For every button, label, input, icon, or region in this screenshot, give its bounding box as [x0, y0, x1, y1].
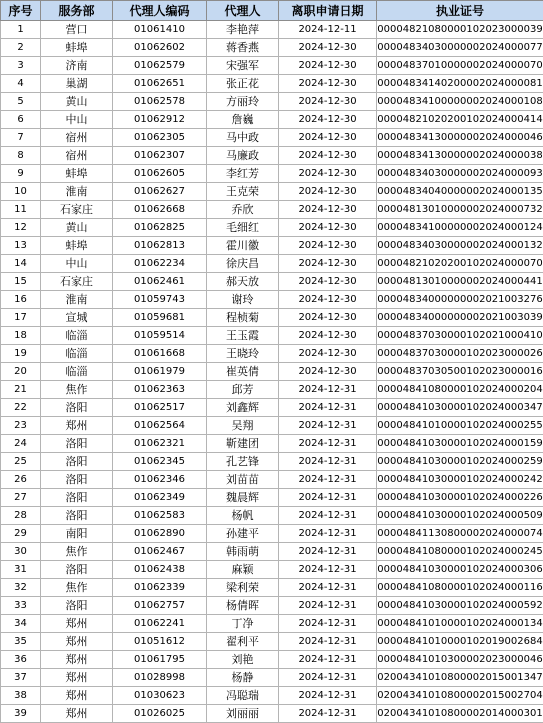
cell-license-no: 00004841080000102024000245 — [377, 543, 543, 561]
cell-agent-name: 杨帆 — [207, 507, 279, 525]
cell-license-no: 00004834030000002024000093 — [377, 165, 543, 183]
cell-license-no: 02004341010800002014000301 — [377, 705, 543, 723]
cell-service-dept: 洛阳 — [41, 471, 113, 489]
cell-agent-name: 霍川徽 — [207, 237, 279, 255]
cell-resign-date: 2024-12-30 — [279, 111, 377, 129]
cell-agent-code: 01062579 — [113, 57, 207, 75]
table-row — [1, 669, 543, 687]
cell-license-no: 00004841030000102024000242 — [377, 471, 543, 489]
cell-service-dept: 济南 — [41, 57, 113, 75]
cell-resign-date: 2024-12-30 — [279, 39, 377, 57]
cell-service-dept: 焦作 — [41, 381, 113, 399]
cell-index: 31 — [1, 561, 41, 579]
cell-agent-code: 01062757 — [113, 597, 207, 615]
cell-license-no: 00004841030000102024000592 — [377, 597, 543, 615]
cell-agent-code: 01061410 — [113, 21, 207, 39]
cell-agent-code: 01051612 — [113, 633, 207, 651]
cell-agent-code: 01028998 — [113, 669, 207, 687]
cell-index: 1 — [1, 21, 41, 39]
table-row — [1, 705, 543, 723]
cell-license-no: 00004841010300002023000046 — [377, 651, 543, 669]
cell-service-dept: 洛阳 — [41, 507, 113, 525]
cell-index: 24 — [1, 435, 41, 453]
cell-index: 21 — [1, 381, 41, 399]
table-row — [1, 21, 543, 39]
cell-index: 7 — [1, 129, 41, 147]
cell-agent-name: 王玉霞 — [207, 327, 279, 345]
cell-index: 22 — [1, 399, 41, 417]
cell-service-dept: 宿州 — [41, 129, 113, 147]
cell-license-no: 00004834000000002021003276 — [377, 291, 543, 309]
cell-resign-date: 2024-12-31 — [279, 543, 377, 561]
cell-license-no: 00004813010000002024000732 — [377, 201, 543, 219]
table-row — [1, 435, 543, 453]
cell-agent-code: 01062467 — [113, 543, 207, 561]
cell-agent-name: 宋强军 — [207, 57, 279, 75]
table-row — [1, 291, 543, 309]
cell-license-no: 00004841010000102024000255 — [377, 417, 543, 435]
cell-index: 37 — [1, 669, 41, 687]
cell-resign-date: 2024-12-30 — [279, 363, 377, 381]
cell-service-dept: 临淄 — [41, 327, 113, 345]
cell-service-dept: 临淄 — [41, 363, 113, 381]
table-row — [1, 201, 543, 219]
table-row — [1, 345, 543, 363]
cell-agent-name: 刘苗苗 — [207, 471, 279, 489]
cell-index: 12 — [1, 219, 41, 237]
table-row — [1, 579, 543, 597]
cell-license-no: 00004834130000002024000038 — [377, 147, 543, 165]
cell-agent-code: 01062349 — [113, 489, 207, 507]
cell-agent-name: 李红芳 — [207, 165, 279, 183]
cell-agent-code: 01062813 — [113, 237, 207, 255]
cell-resign-date: 2024-12-30 — [279, 345, 377, 363]
table-row — [1, 57, 543, 75]
cell-agent-name: 张正花 — [207, 75, 279, 93]
cell-service-dept: 蚌埠 — [41, 165, 113, 183]
cell-index: 28 — [1, 507, 41, 525]
table-row — [1, 75, 543, 93]
cell-resign-date: 2024-12-30 — [279, 255, 377, 273]
cell-license-no: 00004841080000102024000204 — [377, 381, 543, 399]
cell-agent-name: 毛细红 — [207, 219, 279, 237]
cell-resign-date: 2024-12-30 — [279, 183, 377, 201]
cell-resign-date: 2024-12-31 — [279, 705, 377, 723]
cell-resign-date: 2024-12-31 — [279, 669, 377, 687]
cell-license-no: 00004841030000102024000347 — [377, 399, 543, 417]
table-row — [1, 165, 543, 183]
cell-agent-name: 冯聪瑞 — [207, 687, 279, 705]
cell-resign-date: 2024-12-31 — [279, 687, 377, 705]
cell-agent-name: 刘丽丽 — [207, 705, 279, 723]
cell-index: 2 — [1, 39, 41, 57]
table-row — [1, 633, 543, 651]
table-row — [1, 237, 543, 255]
cell-service-dept: 宿州 — [41, 147, 113, 165]
cell-agent-name: 孔艺锋 — [207, 453, 279, 471]
cell-agent-name: 韩雨萌 — [207, 543, 279, 561]
cell-license-no: 00004834130000002024000046 — [377, 129, 543, 147]
cell-service-dept: 焦作 — [41, 579, 113, 597]
cell-service-dept: 郑州 — [41, 651, 113, 669]
cell-index: 26 — [1, 471, 41, 489]
cell-service-dept: 焦作 — [41, 543, 113, 561]
cell-index: 3 — [1, 57, 41, 75]
cell-license-no: 02004341010800002015001347 — [377, 669, 543, 687]
cell-license-no: 00004841080000102024000116 — [377, 579, 543, 597]
cell-license-no: 00004841130800002024000074 — [377, 525, 543, 543]
cell-resign-date: 2024-12-31 — [279, 417, 377, 435]
table-row — [1, 363, 543, 381]
cell-license-no: 00004834100000002024000108 — [377, 93, 543, 111]
cell-index: 25 — [1, 453, 41, 471]
table-row — [1, 489, 543, 507]
table-row — [1, 543, 543, 561]
cell-resign-date: 2024-12-30 — [279, 93, 377, 111]
cell-resign-date: 2024-12-31 — [279, 453, 377, 471]
cell-agent-code: 01061979 — [113, 363, 207, 381]
cell-license-no: 02004341010800002015002704 — [377, 687, 543, 705]
cell-service-dept: 巢湖 — [41, 75, 113, 93]
cell-resign-date: 2024-12-31 — [279, 507, 377, 525]
cell-agent-code: 01062345 — [113, 453, 207, 471]
cell-agent-code: 01062890 — [113, 525, 207, 543]
cell-service-dept: 南阳 — [41, 525, 113, 543]
cell-agent-code: 01062346 — [113, 471, 207, 489]
cell-index: 38 — [1, 687, 41, 705]
cell-index: 6 — [1, 111, 41, 129]
cell-index: 5 — [1, 93, 41, 111]
cell-index: 9 — [1, 165, 41, 183]
cell-index: 10 — [1, 183, 41, 201]
cell-resign-date: 2024-12-31 — [279, 489, 377, 507]
cell-license-no: 00004837030500102023000016 — [377, 363, 543, 381]
cell-license-no: 00004837030000102021000410 — [377, 327, 543, 345]
cell-resign-date: 2024-12-11 — [279, 21, 377, 39]
cell-agent-code: 01061795 — [113, 651, 207, 669]
cell-agent-code: 01062627 — [113, 183, 207, 201]
cell-service-dept: 蚌埠 — [41, 237, 113, 255]
cell-index: 16 — [1, 291, 41, 309]
cell-resign-date: 2024-12-30 — [279, 75, 377, 93]
header-agent-code: 代理人编码 — [113, 1, 207, 21]
cell-service-dept: 中山 — [41, 111, 113, 129]
cell-agent-name: 丁净 — [207, 615, 279, 633]
cell-index: 19 — [1, 345, 41, 363]
table-row — [1, 417, 543, 435]
cell-agent-name: 马廉政 — [207, 147, 279, 165]
table-row — [1, 597, 543, 615]
header-license-no: 执业证号 — [377, 1, 543, 21]
cell-agent-name: 郝天放 — [207, 273, 279, 291]
cell-resign-date: 2024-12-31 — [279, 597, 377, 615]
cell-service-dept: 临淄 — [41, 345, 113, 363]
cell-agent-name: 程桢菊 — [207, 309, 279, 327]
cell-resign-date: 2024-12-30 — [279, 57, 377, 75]
cell-license-no: 00004841030000102024000159 — [377, 435, 543, 453]
cell-agent-name: 刘艳 — [207, 651, 279, 669]
table-row — [1, 687, 543, 705]
header-service-dept: 服务部 — [41, 1, 113, 21]
cell-license-no: 00004834040000002024000135 — [377, 183, 543, 201]
table-row — [1, 471, 543, 489]
cell-license-no: 00004834000000002021003039 — [377, 309, 543, 327]
cell-agent-code: 01062461 — [113, 273, 207, 291]
cell-agent-code: 01062363 — [113, 381, 207, 399]
cell-index: 4 — [1, 75, 41, 93]
cell-resign-date: 2024-12-30 — [279, 273, 377, 291]
cell-agent-name: 吴翔 — [207, 417, 279, 435]
cell-agent-name: 魏晨辉 — [207, 489, 279, 507]
table-row — [1, 381, 543, 399]
cell-agent-code: 01062825 — [113, 219, 207, 237]
cell-resign-date: 2024-12-31 — [279, 525, 377, 543]
cell-agent-code: 01059514 — [113, 327, 207, 345]
cell-agent-code: 01062517 — [113, 399, 207, 417]
cell-agent-name: 谢玲 — [207, 291, 279, 309]
table-row — [1, 507, 543, 525]
cell-agent-code: 01062912 — [113, 111, 207, 129]
cell-resign-date: 2024-12-30 — [279, 147, 377, 165]
cell-service-dept: 黄山 — [41, 93, 113, 111]
cell-index: 35 — [1, 633, 41, 651]
cell-service-dept: 淮南 — [41, 183, 113, 201]
cell-license-no: 00004841030000102024000259 — [377, 453, 543, 471]
table-row — [1, 651, 543, 669]
cell-agent-name: 王克荣 — [207, 183, 279, 201]
cell-index: 13 — [1, 237, 41, 255]
cell-agent-name: 蒋香燕 — [207, 39, 279, 57]
cell-service-dept: 洛阳 — [41, 561, 113, 579]
cell-service-dept: 中山 — [41, 255, 113, 273]
cell-agent-code: 01062305 — [113, 129, 207, 147]
cell-service-dept: 洛阳 — [41, 453, 113, 471]
cell-license-no: 00004837030000102023000026 — [377, 345, 543, 363]
cell-agent-name: 靳建团 — [207, 435, 279, 453]
cell-resign-date: 2024-12-30 — [279, 129, 377, 147]
cell-index: 14 — [1, 255, 41, 273]
cell-index: 11 — [1, 201, 41, 219]
cell-agent-name: 邱芳 — [207, 381, 279, 399]
cell-agent-name: 李艳萍 — [207, 21, 279, 39]
cell-agent-code: 01062668 — [113, 201, 207, 219]
cell-resign-date: 2024-12-31 — [279, 633, 377, 651]
cell-resign-date: 2024-12-30 — [279, 309, 377, 327]
table-row — [1, 93, 543, 111]
cell-agent-name: 杨倩晖 — [207, 597, 279, 615]
cell-resign-date: 2024-12-31 — [279, 651, 377, 669]
cell-service-dept: 蚌埠 — [41, 39, 113, 57]
cell-resign-date: 2024-12-30 — [279, 237, 377, 255]
cell-agent-name: 詹巍 — [207, 111, 279, 129]
cell-agent-code: 01062605 — [113, 165, 207, 183]
cell-service-dept: 洛阳 — [41, 597, 113, 615]
cell-service-dept: 宣城 — [41, 309, 113, 327]
cell-index: 27 — [1, 489, 41, 507]
cell-index: 39 — [1, 705, 41, 723]
cell-agent-code: 01062583 — [113, 507, 207, 525]
cell-service-dept: 黄山 — [41, 219, 113, 237]
cell-service-dept: 营口 — [41, 21, 113, 39]
cell-agent-code: 01062307 — [113, 147, 207, 165]
table-row — [1, 219, 543, 237]
cell-license-no: 00004834030000002024000132 — [377, 237, 543, 255]
table-row — [1, 327, 543, 345]
cell-resign-date: 2024-12-30 — [279, 201, 377, 219]
cell-service-dept: 郑州 — [41, 705, 113, 723]
cell-index: 30 — [1, 543, 41, 561]
cell-agent-name: 崔英倩 — [207, 363, 279, 381]
cell-agent-code: 01059681 — [113, 309, 207, 327]
cell-resign-date: 2024-12-31 — [279, 579, 377, 597]
cell-agent-code: 01059743 — [113, 291, 207, 309]
cell-agent-code: 01062234 — [113, 255, 207, 273]
cell-agent-code: 01026025 — [113, 705, 207, 723]
table-row — [1, 309, 543, 327]
cell-resign-date: 2024-12-30 — [279, 165, 377, 183]
cell-agent-name: 徐庆昌 — [207, 255, 279, 273]
cell-agent-code: 01062564 — [113, 417, 207, 435]
cell-agent-code: 01062602 — [113, 39, 207, 57]
cell-agent-code: 01061668 — [113, 345, 207, 363]
cell-resign-date: 2024-12-31 — [279, 381, 377, 399]
cell-license-no: 00004813010000002024000441 — [377, 273, 543, 291]
cell-agent-code: 01062578 — [113, 93, 207, 111]
cell-agent-code: 01062321 — [113, 435, 207, 453]
cell-license-no: 00004834030000002024000077 — [377, 39, 543, 57]
header-agent-name: 代理人 — [207, 1, 279, 21]
cell-service-dept: 郑州 — [41, 633, 113, 651]
cell-service-dept: 郑州 — [41, 417, 113, 435]
cell-index: 18 — [1, 327, 41, 345]
table-header-row — [1, 1, 543, 21]
header-index: 序号 — [1, 1, 41, 21]
cell-agent-code: 01062241 — [113, 615, 207, 633]
cell-agent-name: 翟利平 — [207, 633, 279, 651]
cell-license-no: 00004841030000102024000306 — [377, 561, 543, 579]
table-row — [1, 39, 543, 57]
cell-resign-date: 2024-12-31 — [279, 615, 377, 633]
cell-license-no: 00004821080000102023000039 — [377, 21, 543, 39]
cell-resign-date: 2024-12-30 — [279, 219, 377, 237]
cell-resign-date: 2024-12-30 — [279, 291, 377, 309]
cell-index: 34 — [1, 615, 41, 633]
cell-resign-date: 2024-12-31 — [279, 399, 377, 417]
cell-agent-name: 乔欣 — [207, 201, 279, 219]
table-row — [1, 111, 543, 129]
cell-resign-date: 2024-12-31 — [279, 471, 377, 489]
cell-license-no: 00004841030000102024000226 — [377, 489, 543, 507]
cell-license-no: 00004841030000102024000509 — [377, 507, 543, 525]
cell-index: 15 — [1, 273, 41, 291]
cell-index: 20 — [1, 363, 41, 381]
table-row — [1, 525, 543, 543]
cell-service-dept: 石家庄 — [41, 273, 113, 291]
cell-service-dept: 郑州 — [41, 615, 113, 633]
cell-service-dept: 淮南 — [41, 291, 113, 309]
cell-agent-name: 马中政 — [207, 129, 279, 147]
cell-agent-name: 刘鑫辉 — [207, 399, 279, 417]
table-row — [1, 129, 543, 147]
cell-agent-name: 王晓玲 — [207, 345, 279, 363]
cell-index: 32 — [1, 579, 41, 597]
cell-license-no: 00004837010000002024000070 — [377, 57, 543, 75]
cell-resign-date: 2024-12-30 — [279, 327, 377, 345]
table-row — [1, 453, 543, 471]
cell-service-dept: 洛阳 — [41, 489, 113, 507]
cell-index: 8 — [1, 147, 41, 165]
cell-agent-name: 麻颖 — [207, 561, 279, 579]
cell-agent-code: 01030623 — [113, 687, 207, 705]
table-row — [1, 399, 543, 417]
cell-index: 23 — [1, 417, 41, 435]
cell-service-dept: 洛阳 — [41, 435, 113, 453]
table-row — [1, 183, 543, 201]
cell-agent-code: 01062651 — [113, 75, 207, 93]
cell-agent-name: 孙建平 — [207, 525, 279, 543]
cell-service-dept: 郑州 — [41, 669, 113, 687]
cell-index: 17 — [1, 309, 41, 327]
cell-agent-name: 方丽玲 — [207, 93, 279, 111]
cell-license-no: 00004841010000102024000134 — [377, 615, 543, 633]
cell-index: 33 — [1, 597, 41, 615]
table-row — [1, 147, 543, 165]
cell-license-no: 00004841010000102019002684 — [377, 633, 543, 651]
cell-license-no: 00004821020200102024000414 — [377, 111, 543, 129]
cell-agent-name: 杨静 — [207, 669, 279, 687]
cell-agent-name: 梁利荣 — [207, 579, 279, 597]
cell-service-dept: 洛阳 — [41, 399, 113, 417]
cell-license-no: 00004821020200102024000070 — [377, 255, 543, 273]
cell-license-no: 00004834100000002024000124 — [377, 219, 543, 237]
table-row — [1, 615, 543, 633]
table-row — [1, 273, 543, 291]
cell-service-dept: 郑州 — [41, 687, 113, 705]
cell-agent-code: 01062339 — [113, 579, 207, 597]
cell-license-no: 00004834140200002024000081 — [377, 75, 543, 93]
cell-index: 36 — [1, 651, 41, 669]
table-row — [1, 255, 543, 273]
cell-agent-code: 01062438 — [113, 561, 207, 579]
table-row — [1, 561, 543, 579]
cell-resign-date: 2024-12-31 — [279, 561, 377, 579]
cell-resign-date: 2024-12-31 — [279, 435, 377, 453]
cell-service-dept: 石家庄 — [41, 201, 113, 219]
cell-index: 29 — [1, 525, 41, 543]
header-resign-date: 离职申请日期 — [279, 1, 377, 21]
